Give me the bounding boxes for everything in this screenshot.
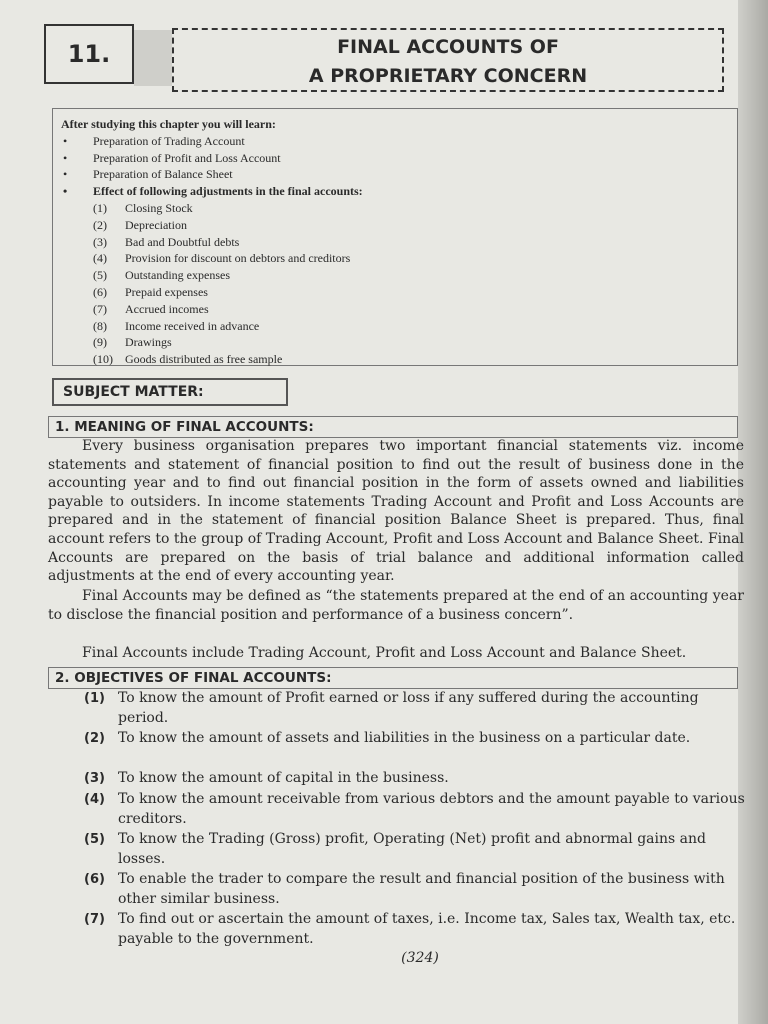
objective-item xyxy=(84,830,748,869)
learning-bullet: • Preparation of Profit and Loss Account xyxy=(61,150,737,167)
chapter-band xyxy=(134,30,172,86)
adjustment-text: Outstanding expenses xyxy=(125,268,230,283)
adjustment-number: (2) xyxy=(93,217,107,232)
learning-bullet: • Preparation of Balance Sheet xyxy=(61,166,737,183)
adjustment-number: (3) xyxy=(93,234,107,249)
adjustment-item xyxy=(61,284,737,301)
adjustment-number: (8) xyxy=(93,318,107,333)
adjustment-number: (10) xyxy=(93,352,113,367)
section1-paragraph3: Final Accounts include Trading Account, Profit and Loss Account and Balance Sheet. xyxy=(82,645,687,661)
adjustment-item xyxy=(61,351,737,368)
section1-paragraph1: Every business organisation prepares two important financial statements viz. income statements and statement of financial position to find out the result of business done in the accounting year and to find out financial position in the form of assets owned and liabilities payable to outsiders. In income statements Trading Account and Profit and Loss Accounts are prepared and in the statement of financial position Balance Sheet is prepared. Thus, final account refers to the group of Trading Account, Profit and Loss Account and Balance Sheet. Final Accounts are prepared on the basis of trial balance and additional information called adjustments at the end of every accounting year. xyxy=(48,438,744,585)
adjustment-item xyxy=(61,267,737,284)
objective-item xyxy=(84,769,748,789)
chapter-title-line2: A PROPRIETARY CONCERN xyxy=(308,65,588,87)
objective-text: To find out or ascertain the amount of taxes, i.e. Income tax, Sales tax, Wealth tax, etc. payable to the government. xyxy=(118,911,736,947)
adjustment-item xyxy=(61,318,737,335)
objective-text: To know the amount of capital in the business. xyxy=(118,770,449,786)
section2-heading: 2. OBJECTIVES OF FINAL ACCOUNTS: xyxy=(48,667,738,689)
adjustment-item xyxy=(61,234,737,251)
learning-objectives-box xyxy=(52,108,738,366)
objective-number: (6) xyxy=(84,872,105,887)
adjustment-text: Provision for discount on debtors and creditors xyxy=(125,251,351,266)
adjustment-number: (7) xyxy=(93,301,107,316)
objective-text: To know the amount of Profit earned or loss if any suffered during the accounting period. xyxy=(118,690,699,726)
objective-text: To know the amount of assets and liabilities in the business on a particular date. xyxy=(118,730,691,746)
section1-paragraph2: Final Accounts may be defined as “the statements prepared at the end of an accounting year to disclose the financial position and performance of a business concern”. xyxy=(48,588,744,623)
adjustment-item xyxy=(61,200,737,217)
objective-item xyxy=(84,729,748,749)
objective-number: (7) xyxy=(84,912,105,927)
objective-item xyxy=(84,790,748,829)
objective-number: (3) xyxy=(84,771,105,786)
adjustment-text: Closing Stock xyxy=(125,200,193,215)
learning-heading: After studying this chapter you will learn: xyxy=(61,117,276,131)
adjustment-item xyxy=(61,334,737,351)
adjustment-text: Income received in advance xyxy=(125,318,260,333)
learning-bullet: • Effect of following adjustments in the final accounts: xyxy=(61,183,737,200)
chapter-number: 11. xyxy=(44,24,134,84)
adjustment-text: Accrued incomes xyxy=(125,301,209,316)
objective-item xyxy=(84,689,748,728)
objective-number: (1) xyxy=(84,691,105,706)
page-number: (324) xyxy=(401,950,439,966)
adjustment-number: (9) xyxy=(93,335,107,350)
objective-text: To know the Trading (Gross) profit, Operating (Net) profit and abnormal gains and losses. xyxy=(118,831,706,867)
learning-bullet: • Preparation of Trading Account xyxy=(61,133,737,150)
adjustment-number: (4) xyxy=(93,251,107,266)
objective-item xyxy=(84,870,748,909)
objective-number: (5) xyxy=(84,832,105,847)
adjustment-text: Prepaid expenses xyxy=(125,284,208,299)
subject-matter-heading: SUBJECT MATTER: xyxy=(52,378,288,406)
objective-item xyxy=(84,910,748,949)
adjustment-number: (1) xyxy=(93,200,107,215)
adjustment-text: Bad and Doubtful debts xyxy=(125,234,240,249)
adjustment-item xyxy=(61,301,737,318)
adjustment-text: Goods distributed as free sample xyxy=(125,352,283,367)
adjustment-number: (6) xyxy=(93,284,107,299)
adjustment-text: Depreciation xyxy=(125,217,187,232)
adjustment-number: (5) xyxy=(93,268,107,283)
objective-number: (2) xyxy=(84,731,105,746)
adjustment-item xyxy=(61,250,737,267)
objective-text: To know the amount receivable from various debtors and the amount payable to various creditors. xyxy=(118,791,745,827)
adjustment-text: Drawings xyxy=(125,335,172,350)
objective-number: (4) xyxy=(84,792,105,807)
section1-heading: 1. MEANING OF FINAL ACCOUNTS: xyxy=(48,416,738,438)
objective-text: To enable the trader to compare the result and financial position of the business with other similar business. xyxy=(118,871,725,907)
chapter-title-line1: FINAL ACCOUNTS OF xyxy=(337,36,559,58)
chapter-title xyxy=(172,28,724,92)
adjustment-item xyxy=(61,217,737,234)
